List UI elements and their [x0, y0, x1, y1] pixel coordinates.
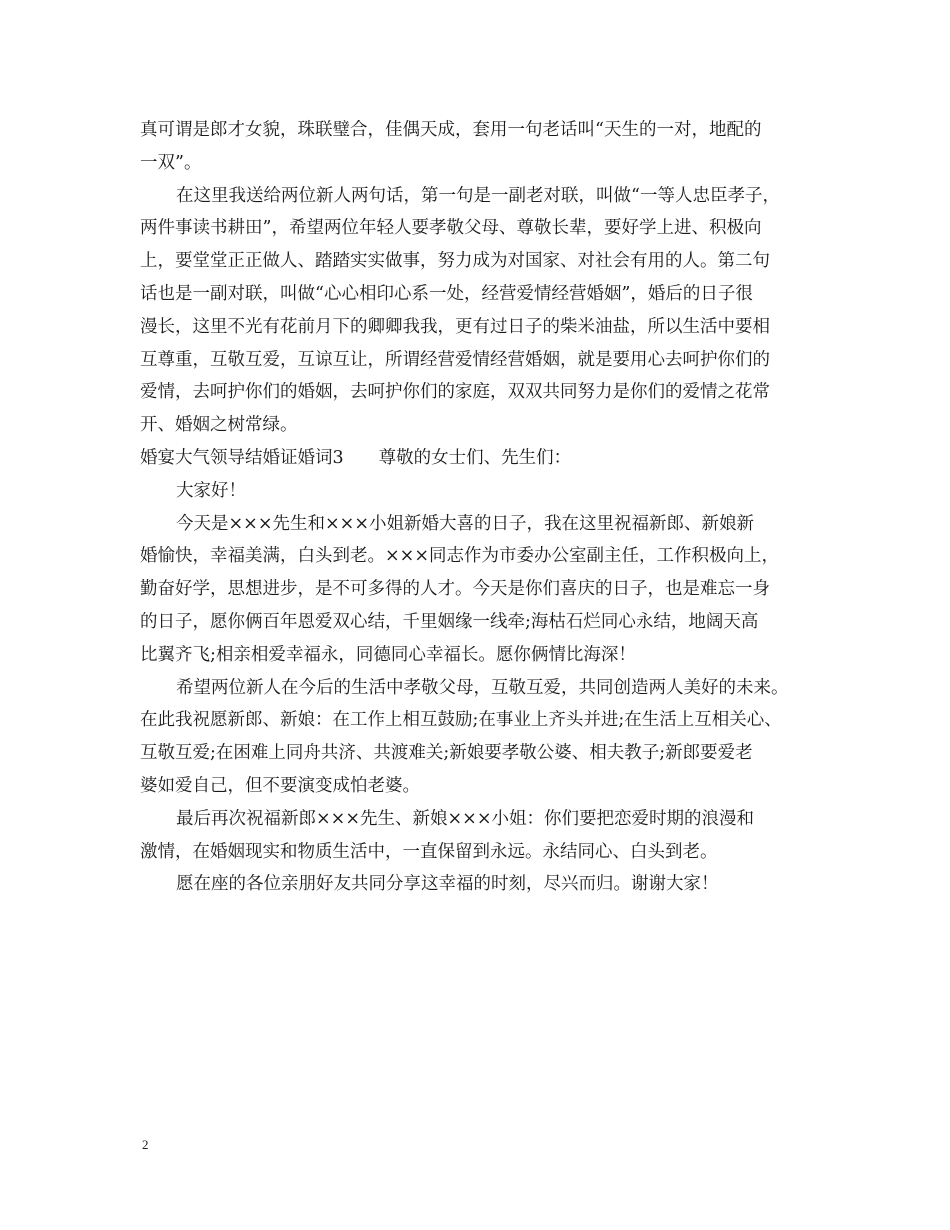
- document-body: [140, 114, 830, 901]
- text-line: 婚愉快，幸福美满，白头到老。×××同志作为市委办公室副主任，工作积极向上，: [140, 546, 779, 567]
- text-line: 在此我祝愿新郎、新娘：在工作上相互鼓励;在事业上齐头并进;在生活上互相关心、: [140, 710, 782, 731]
- text-line: 一双”。: [140, 152, 202, 173]
- text-line: 比翼齐飞;相亲相爱幸福永，同德同心幸福长。愿你俩情比海深！: [140, 644, 636, 665]
- text-line: 互尊重，互敬互爱，互谅互让，所谓经营爱情经营婚姻，就是要用心去呵护你们的: [140, 349, 770, 370]
- text-line: 在这里我送给两位新人两句话，第一句是一副老对联，叫做“一等人忠臣孝子，: [176, 185, 780, 206]
- text-line: 两件事读书耕田”，希望两位年轻人要孝敬父母、尊敬长辈，要好学上进、积极向: [140, 218, 762, 239]
- text-line: 开、婚姻之树常绿。: [140, 415, 298, 436]
- text-line: 爱情，去呵护你们的婚姻，去呵护你们的家庭，双双共同努力是你们的爱情之花常: [140, 382, 770, 403]
- text-line: 愿在座的各位亲朋好友共同分享这幸福的时刻，尽兴而归。谢谢大家！: [176, 874, 719, 895]
- text-line: 互敬互爱;在困难上同舟共济、共渡难关;新娘要孝敬公婆、相夫教子;新郎要爱老: [140, 743, 753, 764]
- text-line: 婆如爱自己，但不要演变成怕老婆。: [140, 775, 420, 796]
- text-line: 激情，在婚姻现实和物质生活中，一直保留到永远。永结同心、白头到老。: [140, 841, 718, 862]
- text-line: 大家好！: [176, 480, 246, 501]
- text-line: 婚宴大气领导结婚证婚词3 尊敬的女士们、先生们：: [140, 447, 572, 468]
- text-line: 最后再次祝福新郎×××先生、新娘×××小姐：你们要把恋爱时期的浪漫和: [176, 808, 754, 829]
- text-line: 今天是×××先生和×××小姐新婚大喜的日子，我在这里祝福新郎、新娘新: [176, 513, 754, 534]
- text-line: 话也是一副对联，叫做“心心相印心系一处，经营爱情经营婚姻”，婚后的日子很: [140, 283, 753, 304]
- text-line: 漫长，这里不光有花前月下的卿卿我我，更有过日子的柴米油盐，所以生活中要相: [140, 316, 770, 337]
- text-line: 的日子，愿你俩百年恩爱双心结，千里姻缘一线牵;海枯石烂同心永结，地阔天高: [140, 611, 759, 632]
- text-line: 希望两位新人在今后的生活中孝敬父母，互敬互爱，共同创造两人美好的未来。: [176, 677, 789, 698]
- text-line: 上，要堂堂正正做人、踏踏实实做事，努力成为对国家、对社会有用的人。第二句: [140, 251, 770, 272]
- page-number: 2: [142, 1137, 149, 1152]
- text-line: 真可谓是郎才女貌，珠联璧合，佳偶天成，套用一句老话叫“天生的一对，地配的: [140, 120, 762, 140]
- text-line: 勤奋好学，思想进步，是不可多得的人才。今天是你们喜庆的日子，也是难忘一身: [140, 579, 770, 600]
